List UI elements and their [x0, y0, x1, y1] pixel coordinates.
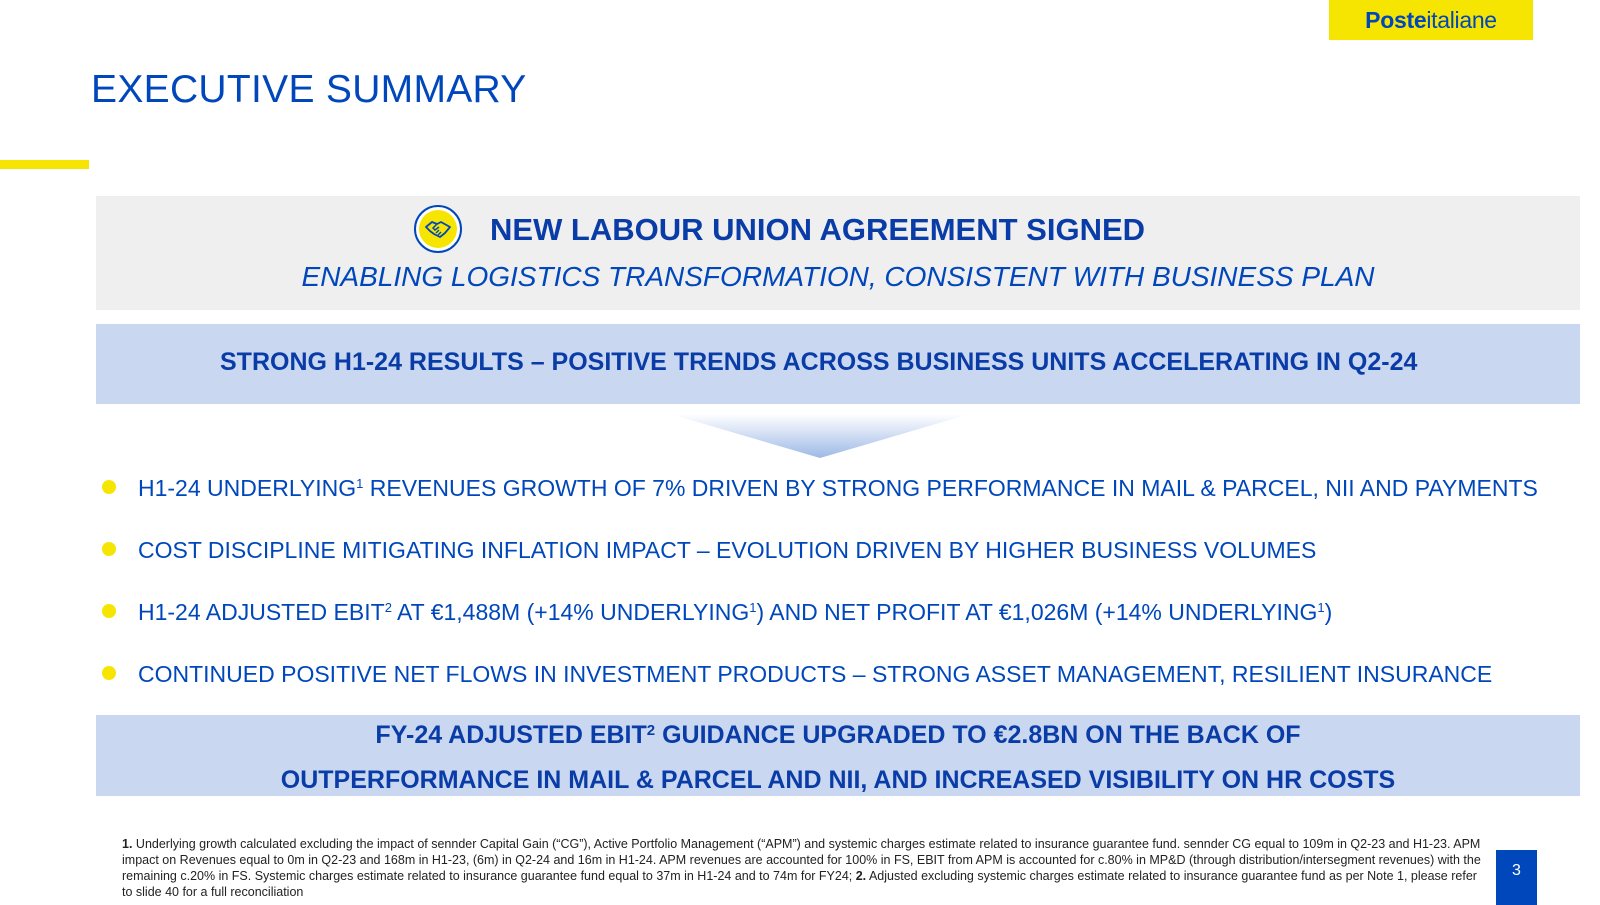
chevron-down-icon	[670, 414, 970, 458]
logo-bold-text: Poste	[1365, 6, 1427, 33]
results-title: STRONG H1-24 RESULTS – POSITIVE TRENDS ACROSS BUSINESS UNITS ACCELERATING IN Q2-24	[220, 348, 1418, 376]
bullet-text: COST DISCIPLINE MITIGATING INFLATION IMPACT – EVOLUTION DRIVEN BY HIGHER BUSINESS VOLUMES	[138, 537, 1317, 563]
agreement-title: NEW LABOUR UNION AGREEMENT SIGNED	[490, 212, 1146, 247]
bullet-dot-icon	[102, 666, 116, 680]
title-accent-bar	[0, 160, 89, 169]
bullet-dot-icon	[102, 542, 116, 556]
logo-light-text: italiane	[1426, 6, 1497, 33]
list-item	[100, 470, 1580, 532]
page-title: EXECUTIVE SUMMARY	[91, 68, 527, 111]
poste-italiane-logo	[1329, 0, 1533, 40]
bullet-dot-icon	[102, 480, 116, 494]
bullet-dot-icon	[102, 604, 116, 618]
bullet-text: H1-24 UNDERLYING$^1$ REVENUES GROWTH OF 7% DRIVEN BY STRONG PERFORMANCE IN MAIL & PARCEL, NII AND PAYMENTS	[138, 475, 1538, 501]
guidance-line-2: OUTPERFORMANCE IN MAIL & PARCEL AND NII, AND INCREASED VISIBILITY ON HR COSTS	[280, 766, 1396, 794]
highlights-list	[100, 470, 1580, 718]
handshake-icon	[414, 205, 462, 253]
bullet-text: CONTINUED POSITIVE NET FLOWS IN INVESTMENT PRODUCTS – STRONG ASSET MANAGEMENT, RESILIENT INSURANCE	[138, 661, 1493, 687]
page-number: 3	[1496, 850, 1537, 905]
list-item	[100, 656, 1580, 718]
footnote: 1. Underlying growth calculated excluding the impact of sennder Capital Gain (“CG”), Active Portfolio Management (“APM”) and systemic charges estimate related to insurance guarantee fund. sennder CG equal to 109m in Q2-23 and H1-23. APM impact on Revenues equal to 0m in Q2-23 and 168m in H1-23, (6m) in Q2-24 and 16m in H1-24. APM revenues are accounted for 100% in FS, EBIT from APM is accounted for c.80% in MP&D (through distribution/intersegment revenues) with the remaining c.20% in FS. Systemic charges estimate related to insurance guarantee fund equal to 37m in H1-24 and to 74m for FY24; 2. Adjusted excluding systemic charges estimate related to insurance guarantee fund as per Note 1, please refer to slide 40 for a full reconciliation	[122, 837, 1481, 899]
list-item	[100, 594, 1580, 656]
bullet-text: H1-24 ADJUSTED EBIT$^2$ AT €1,488M (+14% UNDERLYING$^1$) AND NET PROFIT AT €1,026M (+14% UNDERLYING$^1$)	[138, 599, 1333, 625]
guidance-line-1: FY-24 ADJUSTED EBIT$^2$ GUIDANCE UPGRADED TO €2.8BN ON THE BACK OF	[375, 721, 1301, 749]
agreement-subtitle: ENABLING LOGISTICS TRANSFORMATION, CONSISTENT WITH BUSINESS PLAN	[301, 261, 1375, 292]
list-item	[100, 532, 1580, 594]
